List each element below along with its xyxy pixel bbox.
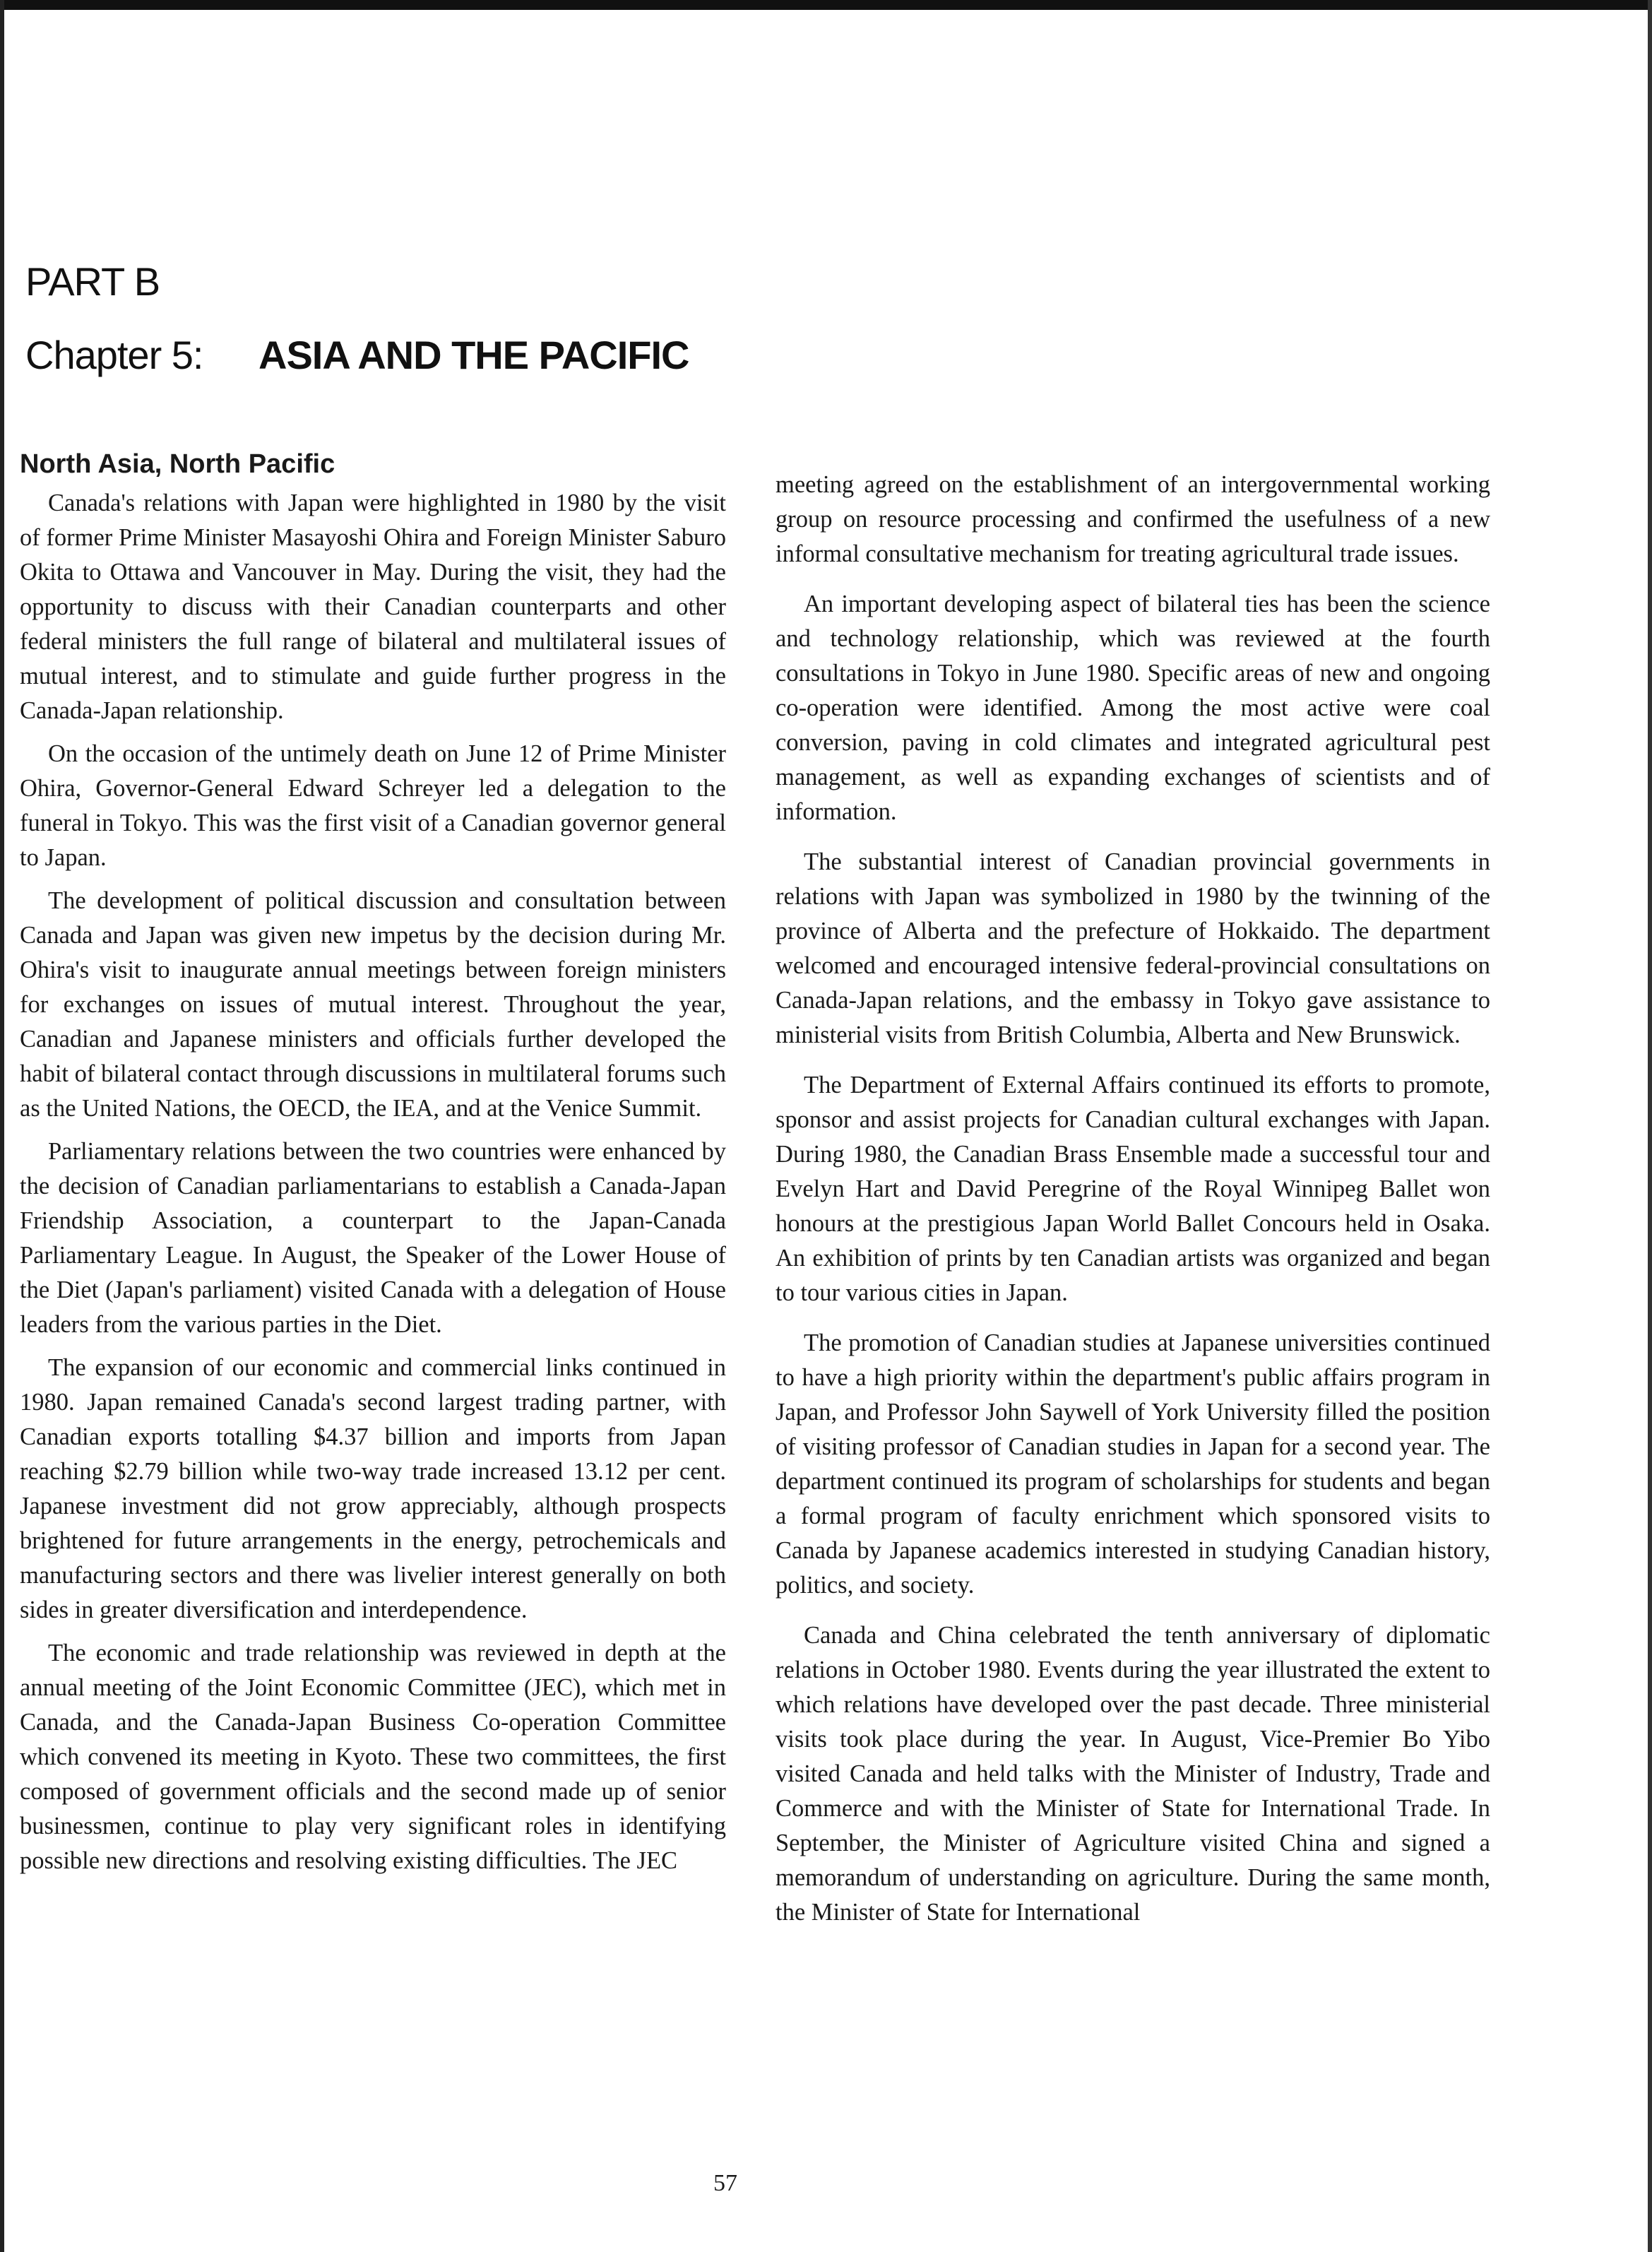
paragraph: On the occasion of the untimely death on June 12 of Prime Minister Ohira, Governor-General Edward Schreyer led a delegation to the funeral in Tokyo. This was the first visit of a Canadian governor general to Japan. [20, 740, 726, 871]
paragraph: The Department of External Affairs continued its efforts to promote, sponsor and assist projects for Canadian cultural exchanges with Japan. During 1980, the Canadian Brass Ensemble made a successful tour and Evelyn Hart and David Peregrine of the Royal Winnipeg Ballet won honours at the prestigious Japan World Ballet Concours held in Osaka. An exhibition of prints by ten Canadian artists was organized and began to tour various cities in Japan. [776, 1072, 1490, 1306]
scan-border-left [0, 0, 4, 2252]
chapter-number: Chapter 5: [25, 333, 203, 377]
scan-border-right [1648, 0, 1652, 2252]
paragraph-continued: meeting agreed on the establishment of an intergovernmental working group on resource processing and confirmed the usefulness of a new informal consultative mechanism for treating agricultural trade issues. [776, 471, 1490, 567]
paragraph: Parliamentary relations between the two countries were enhanced by the decision of Canadian parliamentarians to establish a Canada-Japan Friendship Association, a counterpart to the Japan-Canada Parliamentary League. In August, the Speaker of the Lower House of the Diet (Japan's parliament) visited Canada with a delegation of House leaders from the various parties in the Diet. [20, 1138, 726, 1338]
right-column [776, 468, 1490, 1945]
paragraph: The economic and trade relationship was reviewed in depth at the annual meeting of the Joint Economic Committee (JEC), which met in Canada, and the Canada-Japan Business Co-operation Committee which convened its meeting in Kyoto. These two committees, the first composed of government officials and the second made up of senior businessmen, continue to play very significant roles in identifying possible new directions and resolving existing difficulties. The JEC [20, 1640, 726, 1874]
chapter-heading [25, 332, 689, 378]
chapter-title: ASIA AND THE PACIFIC [259, 333, 689, 377]
paragraph: An important developing aspect of bilateral ties has been the science and technology relationship, which was reviewed at the fourth consultations in Tokyo in June 1980. Specific areas of new and ongoing co-operation were identified. Among the most active were coal conversion, paving in cold climates and integrated agricultural pest management, as well as expanding exchanges of scientists and of information. [776, 591, 1490, 825]
page-number: 57 [713, 2170, 737, 2196]
paragraph: The expansion of our economic and commercial links continued in 1980. Japan remained Canada's second largest trading partner, with Canadian exports totalling $4.37 billion and imports from Japan reaching $2.79 billion while two-way trade increased 13.12 per cent. Japanese investment did not grow appreciably, although prospects brightened for future arrangements in the energy, petrochemicals and manufacturing sectors and there was livelier interest generally on both sides in greater diversification and interdependence. [20, 1354, 726, 1623]
paragraph: Canada and China celebrated the tenth anniversary of diplomatic relations in October 1980. Events during the year illustrated the extent to which relations have developed over the past decade. Three ministerial visits took place during the year. In August, Vice-Premier Bo Yibo visited Canada and held talks with the Minister of Industry, Trade and Commerce and with the Minister of State for International Trade. In September, the Minister of Agriculture visited China and signed a memorandum of understanding on agriculture. During the same month, the Minister of State for International [776, 1622, 1490, 1926]
scan-border-top [0, 0, 1652, 10]
paragraph: The development of political discussion and consultation between Canada and Japan was given new impetus by the decision during Mr. Ohira's visit to inaugurate annual meetings between foreign ministers for exchanges on issues of mutual interest. Throughout the year, Canadian and Japanese ministers and officials further developed the habit of bilateral contact through discussions in multilateral forums such as the United Nations, the OECD, the IEA, and at the Venice Summit. [20, 887, 726, 1122]
paragraph: The substantial interest of Canadian provincial governments in relations with Japan was symbolized in 1980 by the twinning of the province of Alberta and the prefecture of Hokkaido. The department welcomed and encouraged intensive federal-provincial consultations on Canada-Japan relations, and the embassy in Tokyo gave assistance to ministerial visits from British Columbia, Alberta and New Brunswick. [776, 848, 1490, 1048]
part-label: PART B [25, 259, 160, 304]
paragraph: Canada's relations with Japan were highlighted in 1980 by the visit of former Prime Minister Masayoshi Ohira and Foreign Minister Saburo Okita to Ottawa and Vancouver in May. During the visit, they had the opportunity to discuss with their Canadian counterparts and other federal ministers the full range of bilateral and multilateral issues of mutual interest, and to stimulate and guide further progress in the Canada-Japan relationship. [20, 490, 726, 724]
section-heading: North Asia, North Pacific [20, 449, 335, 479]
left-column [20, 445, 726, 1887]
paragraph: The promotion of Canadian studies at Japanese universities continued to have a high priority within the department's public affairs program in Japan, and Professor John Saywell of York University filled the position of visiting professor of Canadian studies in Japan for a second year. The department continued its program of scholarships for students and began a formal program of faculty enrichment which sponsored visits to Canada by Japanese academics interested in studying Canadian history, politics, and society. [776, 1329, 1490, 1599]
